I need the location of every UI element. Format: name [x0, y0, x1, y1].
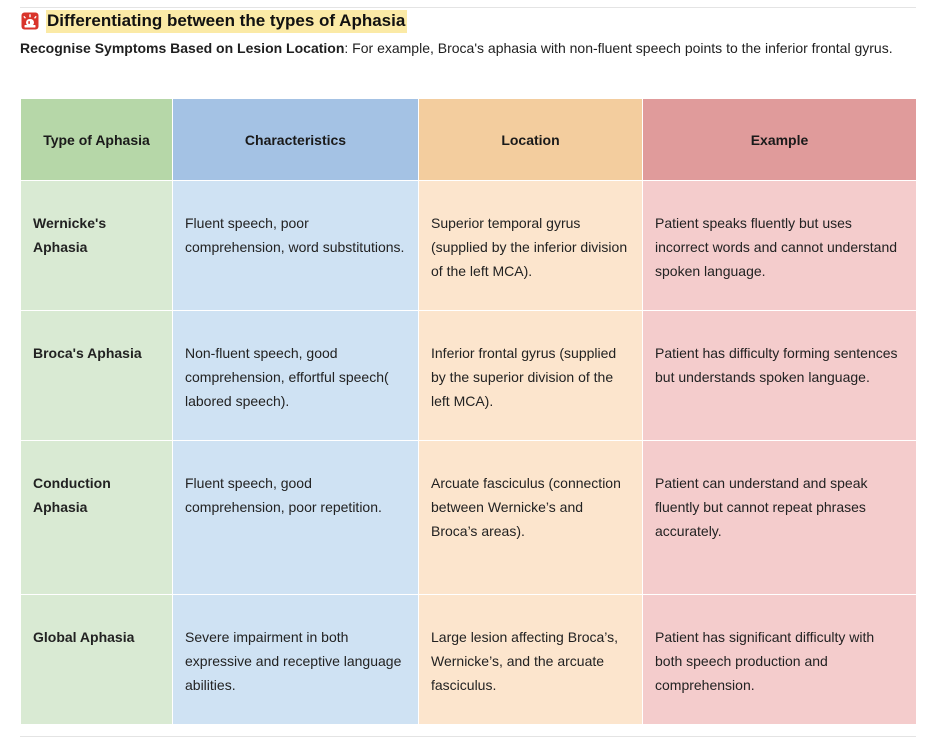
cell-example: Patient has significant difficulty with both speech production and comprehension.: [643, 595, 917, 725]
header-type: Type of Aphasia: [21, 99, 173, 181]
cell-example: Patient speaks fluently but uses incorrect words and cannot understand spoken language.: [643, 181, 917, 311]
table-row: [21, 311, 917, 441]
cell-characteristics: Fluent speech, good comprehension, poor repetition.: [173, 441, 419, 595]
header-characteristics: Characteristics: [173, 99, 419, 181]
cell-example: Patient can understand and speak fluently but cannot repeat phrases accurately.: [643, 441, 917, 595]
cell-type: Wernicke's Aphasia: [21, 181, 173, 311]
intro-paragraph: [20, 36, 910, 60]
cell-location: Arcuate fasciculus (connection between Wernicke’s and Broca’s areas).: [419, 441, 643, 595]
table-row: [21, 441, 917, 595]
intro-text: : For example, Broca's aphasia with non-fluent speech points to the inferior frontal gyrus.: [344, 40, 893, 56]
cell-type: Conduction Aphasia: [21, 441, 173, 595]
header-location: Location: [419, 99, 643, 181]
cell-type: Broca's Aphasia: [21, 311, 173, 441]
section-heading: [21, 9, 407, 33]
cell-characteristics: Fluent speech, poor comprehension, word substitutions.: [173, 181, 419, 311]
cell-location: Large lesion affecting Broca’s, Wernicke’s, and the arcuate fasciculus.: [419, 595, 643, 725]
bottom-divider: [20, 736, 916, 737]
intro-lead: Recognise Symptoms Based on Lesion Location: [20, 40, 345, 56]
rotating-light-icon: [21, 12, 39, 30]
table-header-row: [21, 99, 917, 181]
section-title: Differentiating between the types of Aphasia: [46, 10, 407, 33]
table-row: [21, 181, 917, 311]
aphasia-table: [20, 98, 917, 725]
cell-characteristics: Severe impairment in both expressive and receptive language abilities.: [173, 595, 419, 725]
cell-location: Inferior frontal gyrus (supplied by the superior division of the left MCA).: [419, 311, 643, 441]
cell-characteristics: Non-fluent speech, good comprehension, effortful speech( labored speech).: [173, 311, 419, 441]
cell-example: Patient has difficulty forming sentences but understands spoken language.: [643, 311, 917, 441]
cell-type: Global Aphasia: [21, 595, 173, 725]
cell-location: Superior temporal gyrus (supplied by the inferior division of the left MCA).: [419, 181, 643, 311]
table-row: [21, 595, 917, 725]
header-example: Example: [643, 99, 917, 181]
top-divider: [20, 7, 916, 8]
